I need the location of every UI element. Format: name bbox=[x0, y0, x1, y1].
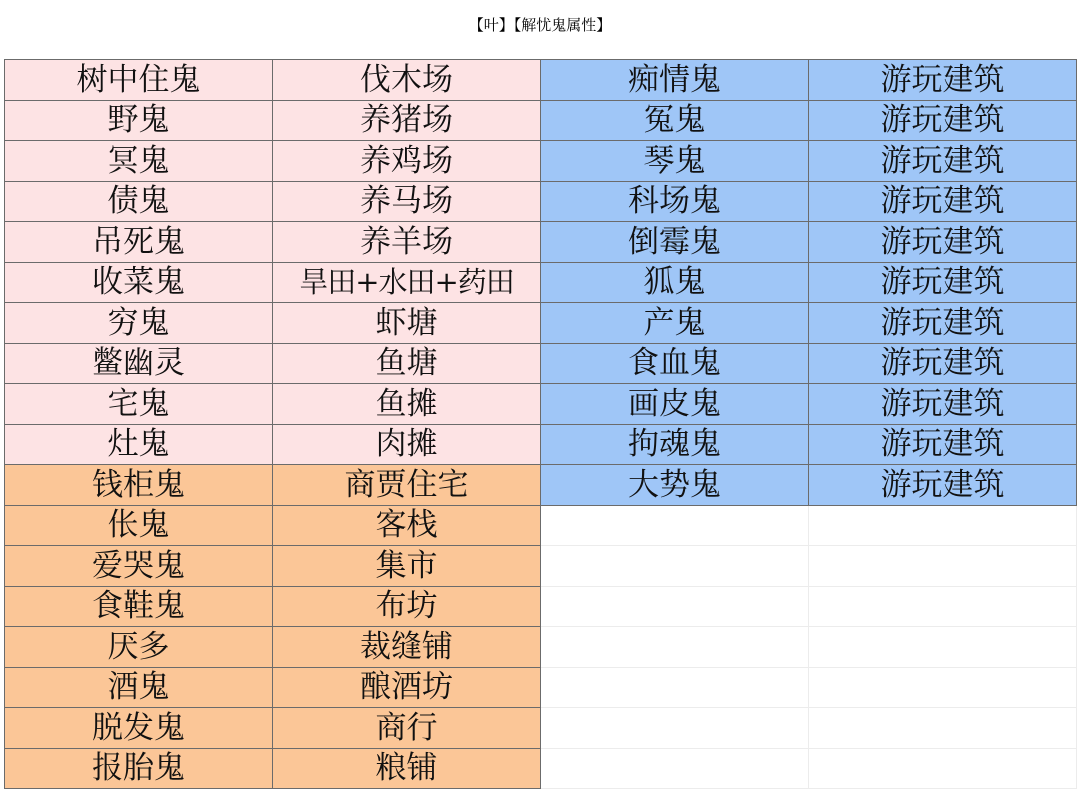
empty-cell[interactable] bbox=[809, 505, 1077, 546]
building-cell[interactable]: 客栈 bbox=[273, 505, 541, 546]
building-cell[interactable]: 肉摊 bbox=[273, 424, 541, 465]
building-cell[interactable]: 游玩建筑 bbox=[809, 303, 1077, 344]
ghost-name-cell[interactable]: 琴鬼 bbox=[541, 141, 809, 182]
table-row bbox=[5, 222, 1077, 263]
ghost-attribute-table bbox=[4, 59, 1077, 789]
table-row bbox=[5, 667, 1077, 708]
building-cell[interactable]: 游玩建筑 bbox=[809, 465, 1077, 506]
ghost-name-cell[interactable]: 宅鬼 bbox=[5, 384, 273, 425]
empty-cell[interactable] bbox=[541, 667, 809, 708]
building-cell[interactable]: 鱼塘 bbox=[273, 343, 541, 384]
building-cell[interactable]: 游玩建筑 bbox=[809, 100, 1077, 141]
empty-cell[interactable] bbox=[809, 627, 1077, 668]
ghost-name-cell[interactable]: 报胎鬼 bbox=[5, 748, 273, 789]
building-cell[interactable]: 商贾住宅 bbox=[273, 465, 541, 506]
building-cell[interactable]: 游玩建筑 bbox=[809, 384, 1077, 425]
ghost-name-cell[interactable]: 大势鬼 bbox=[541, 465, 809, 506]
table-row bbox=[5, 181, 1077, 222]
building-cell[interactable]: 养羊场 bbox=[273, 222, 541, 263]
building-cell[interactable]: 游玩建筑 bbox=[809, 222, 1077, 263]
table-row bbox=[5, 505, 1077, 546]
ghost-name-cell[interactable]: 科场鬼 bbox=[541, 181, 809, 222]
building-cell[interactable]: 游玩建筑 bbox=[809, 141, 1077, 182]
table-row bbox=[5, 465, 1077, 506]
building-cell[interactable]: 游玩建筑 bbox=[809, 343, 1077, 384]
empty-cell[interactable] bbox=[809, 708, 1077, 749]
page-title: 【叶】【解忧鬼属性】 bbox=[468, 16, 612, 34]
empty-cell[interactable] bbox=[541, 627, 809, 668]
ghost-name-cell[interactable]: 画皮鬼 bbox=[541, 384, 809, 425]
table-row bbox=[5, 60, 1077, 101]
empty-cell[interactable] bbox=[541, 748, 809, 789]
ghost-name-cell[interactable]: 鳖幽灵 bbox=[5, 343, 273, 384]
empty-cell[interactable] bbox=[541, 708, 809, 749]
empty-cell[interactable] bbox=[809, 748, 1077, 789]
table-row bbox=[5, 141, 1077, 182]
building-cell[interactable]: 养猪场 bbox=[273, 100, 541, 141]
building-cell[interactable]: 游玩建筑 bbox=[809, 262, 1077, 303]
ghost-name-cell[interactable]: 穷鬼 bbox=[5, 303, 273, 344]
building-cell[interactable]: 游玩建筑 bbox=[809, 60, 1077, 101]
table-row bbox=[5, 424, 1077, 465]
building-cell[interactable]: 酿酒坊 bbox=[273, 667, 541, 708]
table-row bbox=[5, 546, 1077, 587]
building-cell[interactable]: 裁缝铺 bbox=[273, 627, 541, 668]
empty-cell[interactable] bbox=[809, 667, 1077, 708]
ghost-name-cell[interactable]: 吊死鬼 bbox=[5, 222, 273, 263]
table-row bbox=[5, 343, 1077, 384]
building-cell[interactable]: 旱田+水田+药田 bbox=[273, 262, 541, 303]
building-cell[interactable]: 鱼摊 bbox=[273, 384, 541, 425]
building-cell[interactable]: 集市 bbox=[273, 546, 541, 587]
empty-cell[interactable] bbox=[809, 586, 1077, 627]
building-cell[interactable]: 游玩建筑 bbox=[809, 424, 1077, 465]
empty-cell[interactable] bbox=[541, 505, 809, 546]
ghost-name-cell[interactable]: 野鬼 bbox=[5, 100, 273, 141]
ghost-name-cell[interactable]: 冥鬼 bbox=[5, 141, 273, 182]
empty-cell[interactable] bbox=[541, 586, 809, 627]
ghost-name-cell[interactable]: 债鬼 bbox=[5, 181, 273, 222]
ghost-name-cell[interactable]: 钱柜鬼 bbox=[5, 465, 273, 506]
ghost-name-cell[interactable]: 倒霉鬼 bbox=[541, 222, 809, 263]
table-row bbox=[5, 586, 1077, 627]
building-cell[interactable]: 养马场 bbox=[273, 181, 541, 222]
table-row bbox=[5, 303, 1077, 344]
table-row bbox=[5, 748, 1077, 789]
ghost-name-cell[interactable]: 灶鬼 bbox=[5, 424, 273, 465]
table-row bbox=[5, 262, 1077, 303]
building-cell[interactable]: 游玩建筑 bbox=[809, 181, 1077, 222]
ghost-name-cell[interactable]: 产鬼 bbox=[541, 303, 809, 344]
empty-cell[interactable] bbox=[541, 546, 809, 587]
ghost-name-cell[interactable]: 冤鬼 bbox=[541, 100, 809, 141]
building-cell[interactable]: 布坊 bbox=[273, 586, 541, 627]
ghost-name-cell[interactable]: 树中住鬼 bbox=[5, 60, 273, 101]
table-row bbox=[5, 384, 1077, 425]
ghost-name-cell[interactable]: 脱发鬼 bbox=[5, 708, 273, 749]
building-cell[interactable]: 虾塘 bbox=[273, 303, 541, 344]
building-cell[interactable]: 养鸡场 bbox=[273, 141, 541, 182]
ghost-name-cell[interactable]: 酒鬼 bbox=[5, 667, 273, 708]
empty-cell[interactable] bbox=[809, 546, 1077, 587]
ghost-name-cell[interactable]: 爱哭鬼 bbox=[5, 546, 273, 587]
table-row bbox=[5, 100, 1077, 141]
ghost-name-cell[interactable]: 拘魂鬼 bbox=[541, 424, 809, 465]
ghost-name-cell[interactable]: 食血鬼 bbox=[541, 343, 809, 384]
ghost-name-cell[interactable]: 伥鬼 bbox=[5, 505, 273, 546]
ghost-name-cell[interactable]: 食鞋鬼 bbox=[5, 586, 273, 627]
table-row bbox=[5, 708, 1077, 749]
ghost-name-cell[interactable]: 厌多 bbox=[5, 627, 273, 668]
building-cell[interactable]: 商行 bbox=[273, 708, 541, 749]
building-cell[interactable]: 粮铺 bbox=[273, 748, 541, 789]
ghost-name-cell[interactable]: 狐鬼 bbox=[541, 262, 809, 303]
ghost-name-cell[interactable]: 收菜鬼 bbox=[5, 262, 273, 303]
table-row bbox=[5, 627, 1077, 668]
building-cell[interactable]: 伐木场 bbox=[273, 60, 541, 101]
ghost-name-cell[interactable]: 痴情鬼 bbox=[541, 60, 809, 101]
